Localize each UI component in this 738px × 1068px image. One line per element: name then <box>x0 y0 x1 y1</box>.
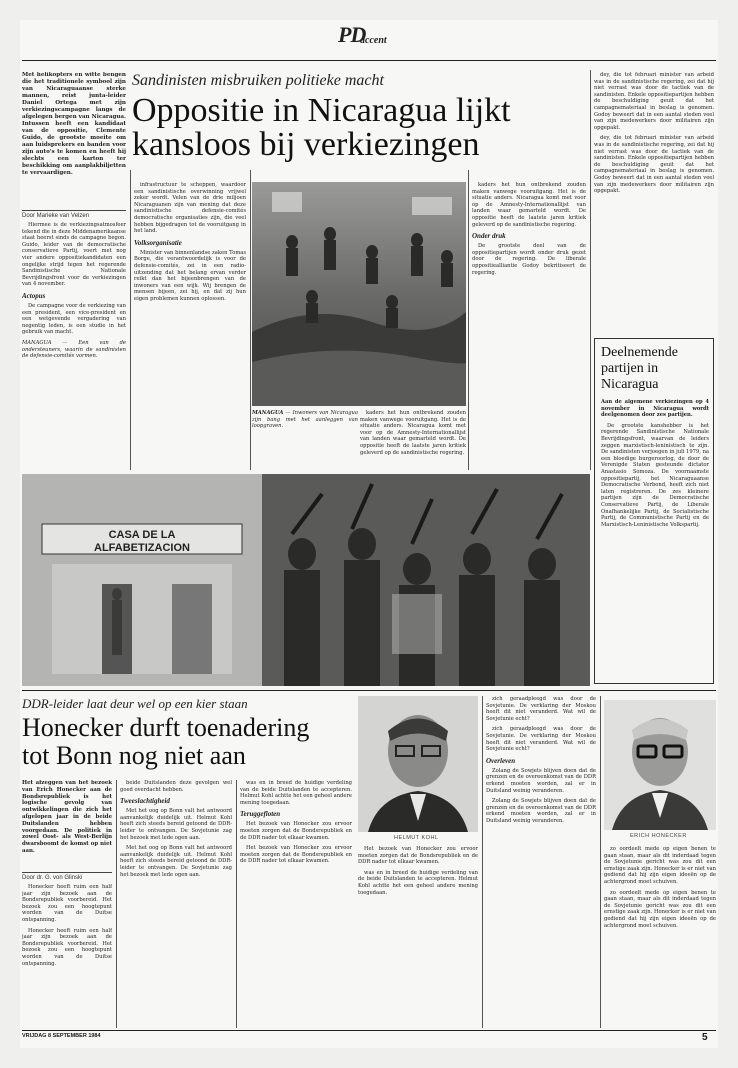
footer-date: VRIJDAG 8 SEPTEMBER 1984 <box>22 1033 101 1039</box>
article1-col1: Hiermee is de verkiezingsatmosfeer tekend die in deze Middenamerikaanse staat heerst sinds de campagne begon. Guido, leider van de democratische conservatieve Partij, voert met nog vier andere oppositiekandidaten een ongelijke strijd tegen het regerende Sandinistische Nationale Bevrijdingsfront voor de verkiezingen van 4 november. Actopus De campagne voor de verkiezing van een president, een vice-president en een wetgevende vergadering van negentig leden, is een studie in het gebruik van macht. MANAGUA — Een van de ondersteuners, waarin de sandinisten de defensie-comités vormen. <box>22 222 126 360</box>
sign-line1: CASA DE LA <box>108 529 176 541</box>
article2-col3: was en in breed de huidige verdeling van de beide Duitslanden te accepteren. Helmut Kohl achtte het een geheel andere mening toegedaan. Teruggefloten Het bezoek van Honecker zou ervoor moeten zorgen dat de Bondsrepubliek en de DDR nader tot elkaar kwamen. Het bezoek van Honecker zou ervoor moeten zorgen dat de Bondsrepubliek en de DDR nader tot elkaar kwamen. <box>240 780 352 865</box>
article2-col4: zich geraadpleegd was door de Sovjetunie. De verklaring der Moskou heeft dit niet veranderd. Wat wil de Sovjetunie echt? zich geraadpleegd was door de Sovjetunie. De verklaring der Moskou heeft dit niet veranderd. Wat wil de Sovjetunie echt? Overleven Zolang de Sowjets blijven doen dat de grenzen en de overeenkomst van de DDR erkend moeten worden, zal er in Duitsland weinig veranderen. Zolang de Sowjets blijven doen dat de grenzen en de overeenkomst van de DDR erkend moeten worden, zal er in Duitsland weinig veranderen. <box>486 696 596 824</box>
masthead-section: accent <box>360 35 387 46</box>
article2-byline: Door dr. G. von Glinski <box>22 872 112 881</box>
photo-trenches <box>252 182 466 406</box>
article2-col5: zo oordeelt mede op eigen benen te gaan staan, maar als dit inderdaad tegen de Sovjetunie gericht was zou dit een ernstige zaak zijn. Honecker is er niet van gediend dat hij zijn eigen ideeën op de achtergrond moet schuiven. zo oordeelt mede op eigen benen te gaan staan, maar als dit inderdaad tegen de Sovjetunie gericht was zou dit een ernstige zaak zijn. Honecker is er niet van gediend dat hij zijn eigen ideeën op de achtergrond moet schuiven. <box>604 846 716 929</box>
article1-col3: kaders het hun ontbrekend zouden maken vanwege vooruitgang. Het is de situatie anders. Nicaragua komt met voor op de Amnesty-Internationallijst van landen waar gemarteld wordt. De oppositie heeft de laatste jaren kritiek geleverd op de sandinistische regering. <box>360 410 466 456</box>
article1-intro: Met helikopters en witte bengen die het traditionele symbool zijn van Nicaraguaanse sterke mannen, reist junta-leider Daniel Ortega met zijn verkiezingscampagne langs de afgelegen bergen van Nicaragua. Intussen heeft een kandidaat van de oppositie, Clemente Guido, de grootste moeite om aan luidsprekers en banden voor zijn auto's te komen en heeft hij slechts een karton ter beschikking om aanplakbiljetten te vervaardigen. <box>22 72 126 176</box>
photo-rally <box>22 474 590 686</box>
article2-kicker: DDR-leider laat deur wel op een kier staan <box>22 696 248 711</box>
article1-col2: infrastructuur te scheppen, waardoor een sandinistische overwinning vrijwel zeker wordt. Velen van de drie miljoen Nicaraguanen zijn van mening dat deze sandinistische defensie-comités democratische organisaties zijn, die veel hebben bijgedragen tot de vooruitgang in het land. Volksorganisatie Minister van binnenlandse zaken Tomas Borge, die verantwoordelijk is voor de defensie-comités, zei in een radio-uitzending dat het belang ervan verder reikt dan het bijeenbrengen van de inwoners van een wijk. Wij brengen de mensen bijeen, zei hij, en dat zij hun eigen problemen kunnen oplossen. <box>134 182 246 302</box>
article1-byline: Door Marieke van Velzen <box>22 210 126 219</box>
article2-col1: Honecker heeft ruim een half jaar zijn bezoek aan de Bondsrepubliek voorbereid. Het bezoek zou een hoogtepunt worden van de Duitse ontspanning. Honecker heeft ruim een half jaar zijn bezoek aan de Bondsrepubliek voorbereid. Het bezoek zou een hoogtepunt worden van de Duitse ontspanning. <box>22 884 112 967</box>
article2-col2: beide Duitslanden deze gevolgen wel goed overdacht hebben. Tweeslachtigheid Met het oog op Bonn valt het antwoord aanvankelijk duidelijk uit. Helmut Kohl heeft zich steeds bereid getoond de DDR-leider te ontvangen. De Sovjetunie zag het bezoek met lede ogen aan. Met het oog op Bonn valt het antwoord aanvankelijk duidelijk uit. Helmut Kohl heeft zich steeds bereid getoond de DDR-leider te ontvangen. De Sovjetunie zag het bezoek met lede ogen aan. <box>120 780 232 878</box>
sidebar-title: Deelnemende partijen in Nicaragua <box>601 345 678 392</box>
newspaper-page <box>20 20 718 1048</box>
sign-line2: ALFABETIZACION <box>94 542 190 554</box>
photo-kohl <box>358 696 478 832</box>
article2-col3b: Het bezoek van Honecker zou ervoor moeten zorgen dat de Bondsrepubliek en de DDR nader tot elkaar kwamen. was en in breed de huidige verdeling van de beide Duitslanden te accepteren. Helmut Kohl achtte het een geheel andere mening toegedaan. <box>358 846 478 896</box>
article1-col3b: kaders het hun ontbrekend zouden maken vanwege vooruitgang. Het is de situatie anders. Nicaragua komt met voor op de Amnesty-Internationallijst van landen waar gemarteld wordt. De oppositie heeft de laatste jaren kritiek geleverd op de sandinistische regering. Onder druk De grootste deel van de oppositiepartijen wordt onder druk gezet door de regering. De liberale oppositiealliantie Godoy bekritiseert de regering. <box>472 182 586 276</box>
photo-kohl-caption: HELMUT KOHL <box>394 835 439 841</box>
photo1-caption: MANAGUA — Inwoners van Nicaragua zijn bang met het aanleggen van loopgraven. <box>252 410 358 430</box>
footer-page-number: 5 <box>702 1032 708 1043</box>
photo-honecker <box>604 700 716 830</box>
masthead-logo: PD <box>338 22 366 47</box>
article1-col4: dey, die tot februari minister van arbeid was in de sandinistische regering, zei dat hij niet verrast was door de tactiek van de sandinisten. Enkele oppositiepartijen hebben de beschuldiging geuit dat het campagnemateriaal in beslag is genomen. Godoy beweert dat in een aantal steden veel van zijn medewerkers door militairen zijn opgepakt. dey, die tot februari minister van arbeid was in de sandinistische regering, zei dat hij niet verrast was door de tactiek van de sandinisten. Enkele oppositiepartijen hebben de beschuldiging geuit dat het campagnemateriaal in beslag is genomen. Godoy beweert dat in een aantal steden veel van zijn medewerkers door militairen zijn opgepakt. <box>594 72 714 195</box>
sidebar-parties <box>594 338 714 684</box>
article2-headline: Honecker durft toenadering tot Bonn nog niet aan <box>22 713 310 770</box>
article1-kicker: Sandinisten misbruiken politieke macht <box>132 72 384 89</box>
sidebar-body: Aan de algemene verkiezingen op 4 november in Nicaragua wordt deelgenomen door zes partijen. De grootste kanshebber is het regerende Sandinistische Nationale Bevrijdingsfront, waarvan de leiders zeggen marxistisch-leninistisch te zijn. De sandinisten verjoegen in juli 1979, na een bloedige burgeroorlog, de door de Verenigde Staten gesteunde dictator Anastasio Somoza. De voornaamste oppositiepartij, het Nicaraguaanse Democratische Verbond, heeft zich niet laten registreren. De zes kleinere partijen zijn de Democratische Conservatieve Partij, de Liberale Onafhankelijke Partij, de Socialistische Partij, de Communistische Partij en de Marxistisch-Leninistische Volkspartij. <box>601 399 709 528</box>
article2-intro: Het afzeggen van het bezoek van Erich Honecker aan de Bondsrepubliek is het logische gevolg van ontwikkelingen die zich het afgelopen jaar in de beide Duitslanden hebben voorgedaan. De politiek in zowel Oost- als West-Berlijn dwarsboomt de komst op niet aan. <box>22 780 112 854</box>
photo-honecker-caption: ERICH HONECKER <box>630 833 687 839</box>
article1-headline: Oppositie in Nicaragua lijkt kansloos bij verkiezingen <box>132 92 511 163</box>
